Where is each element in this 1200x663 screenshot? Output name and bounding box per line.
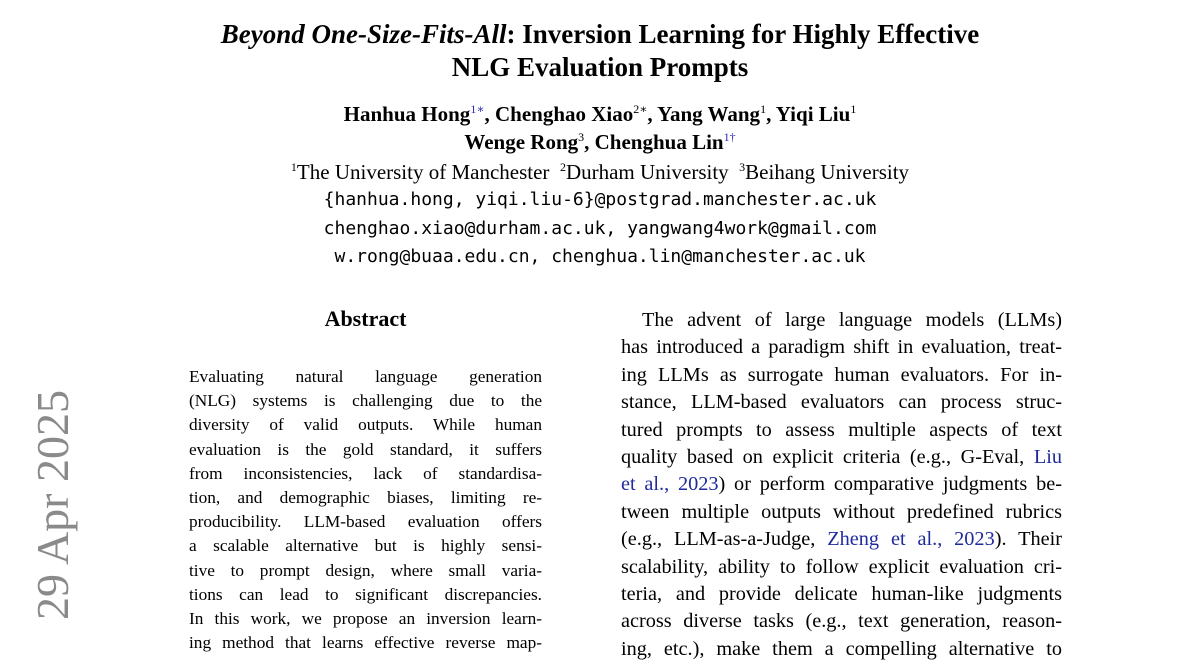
affiliation-mark: 1 <box>850 102 857 116</box>
author-list <box>100 100 1100 156</box>
abstract-body <box>189 365 542 655</box>
author-name: Hanhua Hong <box>343 102 471 126</box>
affiliation-mark[interactable]: 1 <box>470 102 477 116</box>
author-name: Yang Wang <box>657 102 761 126</box>
paper-title <box>100 18 1100 84</box>
abstract-line: (NLG) systems is challenging due to the <box>189 391 542 411</box>
affiliation-name: Durham University <box>565 160 729 184</box>
intro-line: across diverse tasks (e.g., text generation, reason- <box>621 610 1062 633</box>
author-name: Chenghao Xiao <box>494 102 634 126</box>
citation-link-liu-cont[interactable]: et al., 2023 <box>621 473 719 496</box>
introduction-body <box>621 307 1062 663</box>
author-name: Chenghua Lin <box>594 130 724 154</box>
intro-line: ing LLMs as surrogate human evaluators. For in- <box>621 363 1062 386</box>
title-line-2: NLG Evaluation Prompts <box>451 52 749 82</box>
abstract-heading: Abstract <box>324 306 407 331</box>
footnote-mark[interactable]: † <box>729 130 736 144</box>
abstract-line: tive to prompt design, where small varia- <box>189 560 542 580</box>
abstract-line: tions can lead to significant discrepancies. <box>189 584 542 604</box>
email-block <box>100 186 1100 272</box>
abstract-line: evaluation is the gold standard, it suffers <box>189 439 542 459</box>
abstract-line: tion, and demographic biases, limiting re- <box>189 487 542 507</box>
citation-link-liu[interactable]: Liu <box>1033 445 1062 468</box>
affiliation-mark: 2∗ <box>633 102 648 116</box>
intro-line: scalability, ability to follow explicit evaluation cri- <box>621 555 1062 578</box>
affiliation-mark: 3 <box>578 130 585 144</box>
intro-line: has introduced a paradigm shift in evaluation, treat- <box>621 336 1062 359</box>
intro-line: The advent of large language models (LLMs) <box>642 309 1062 331</box>
affiliation-number: 1 <box>290 160 297 174</box>
email-line: {hanhua.hong, yiqi.liu-6}@postgrad.manchester.ac.uk <box>323 189 877 210</box>
abstract-line: ing method that learns effective reverse map- <box>189 633 542 653</box>
intro-text: ). Their <box>994 528 1062 551</box>
abstract-line: In this work, we propose an inversion learn- <box>189 608 542 628</box>
email-line: chenghao.xiao@durham.ac.uk, yangwang4work@gmail.com <box>323 217 877 239</box>
abstract-line: diversity of valid outputs. While human <box>189 415 542 435</box>
affiliation-name: Beihang University <box>745 160 910 184</box>
author-line-1: Hanhua Hong$^{1∗}$, Chenghao Xiao$^{2∗}$, Yang Wang$^1$, Yiqi Liu$^1$ <box>343 102 857 126</box>
author-name: Wenge Rong <box>464 130 579 154</box>
email-line: w.rong@buaa.edu.cn, chenghua.lin@manchester.ac.uk <box>334 246 866 267</box>
title-line-1-rest: : Inversion Learning for Highly Effective <box>506 19 980 49</box>
affiliation-mark[interactable]: 1 <box>723 130 730 144</box>
abstract-line: from inconsistencies, lack of standardisa- <box>189 463 542 483</box>
intro-line <box>621 526 1062 553</box>
abstract-line: producibility. LLM-based evaluation offers <box>189 512 542 532</box>
abstract-line: Evaluating natural language generation <box>189 367 542 386</box>
citation-link-zheng[interactable]: Zheng et al., 2023 <box>827 528 995 551</box>
affiliation-number: 2 <box>559 160 566 174</box>
intro-line: stance, LLM-based evaluators can process struc- <box>621 391 1062 414</box>
intro-line: ing, etc.), make them a compelling alternative to <box>621 637 1062 660</box>
intro-text: ) or perform comparative judgments be- <box>718 473 1062 496</box>
intro-line: teria, and provide delicate human-like judgments <box>621 582 1062 605</box>
intro-line: tween multiple outputs without predefined rubrics <box>621 500 1062 523</box>
affiliation-mark: 1 <box>760 102 767 116</box>
intro-line: tured prompts to assess multiple aspects of text <box>621 418 1062 441</box>
author-line-2: Wenge Rong$^3$, Chenghua Lin$^{1\dagger}$ <box>464 130 736 154</box>
abstract-line: a scalable alternative but is highly sensi- <box>189 536 542 556</box>
title-line-1 <box>100 18 1100 51</box>
intro-line <box>621 444 1062 471</box>
title-italic-part: Beyond One-Size-Fits-All <box>220 19 507 49</box>
author-name: Yiqi Liu <box>775 102 851 126</box>
intro-text: quality based on explicit criteria (e.g., G-Eval, <box>621 445 1034 468</box>
intro-text: (e.g., LLM-as-a-Judge, <box>621 528 828 551</box>
affiliation-number: 3 <box>739 160 746 174</box>
footnote-mark[interactable]: ∗ <box>476 102 485 116</box>
arxiv-date-stamp: 29 Apr 2025 <box>27 390 78 620</box>
affiliations <box>100 158 1100 186</box>
affiliation-name: The University of Manchester <box>296 160 550 184</box>
intro-line <box>621 471 1062 498</box>
